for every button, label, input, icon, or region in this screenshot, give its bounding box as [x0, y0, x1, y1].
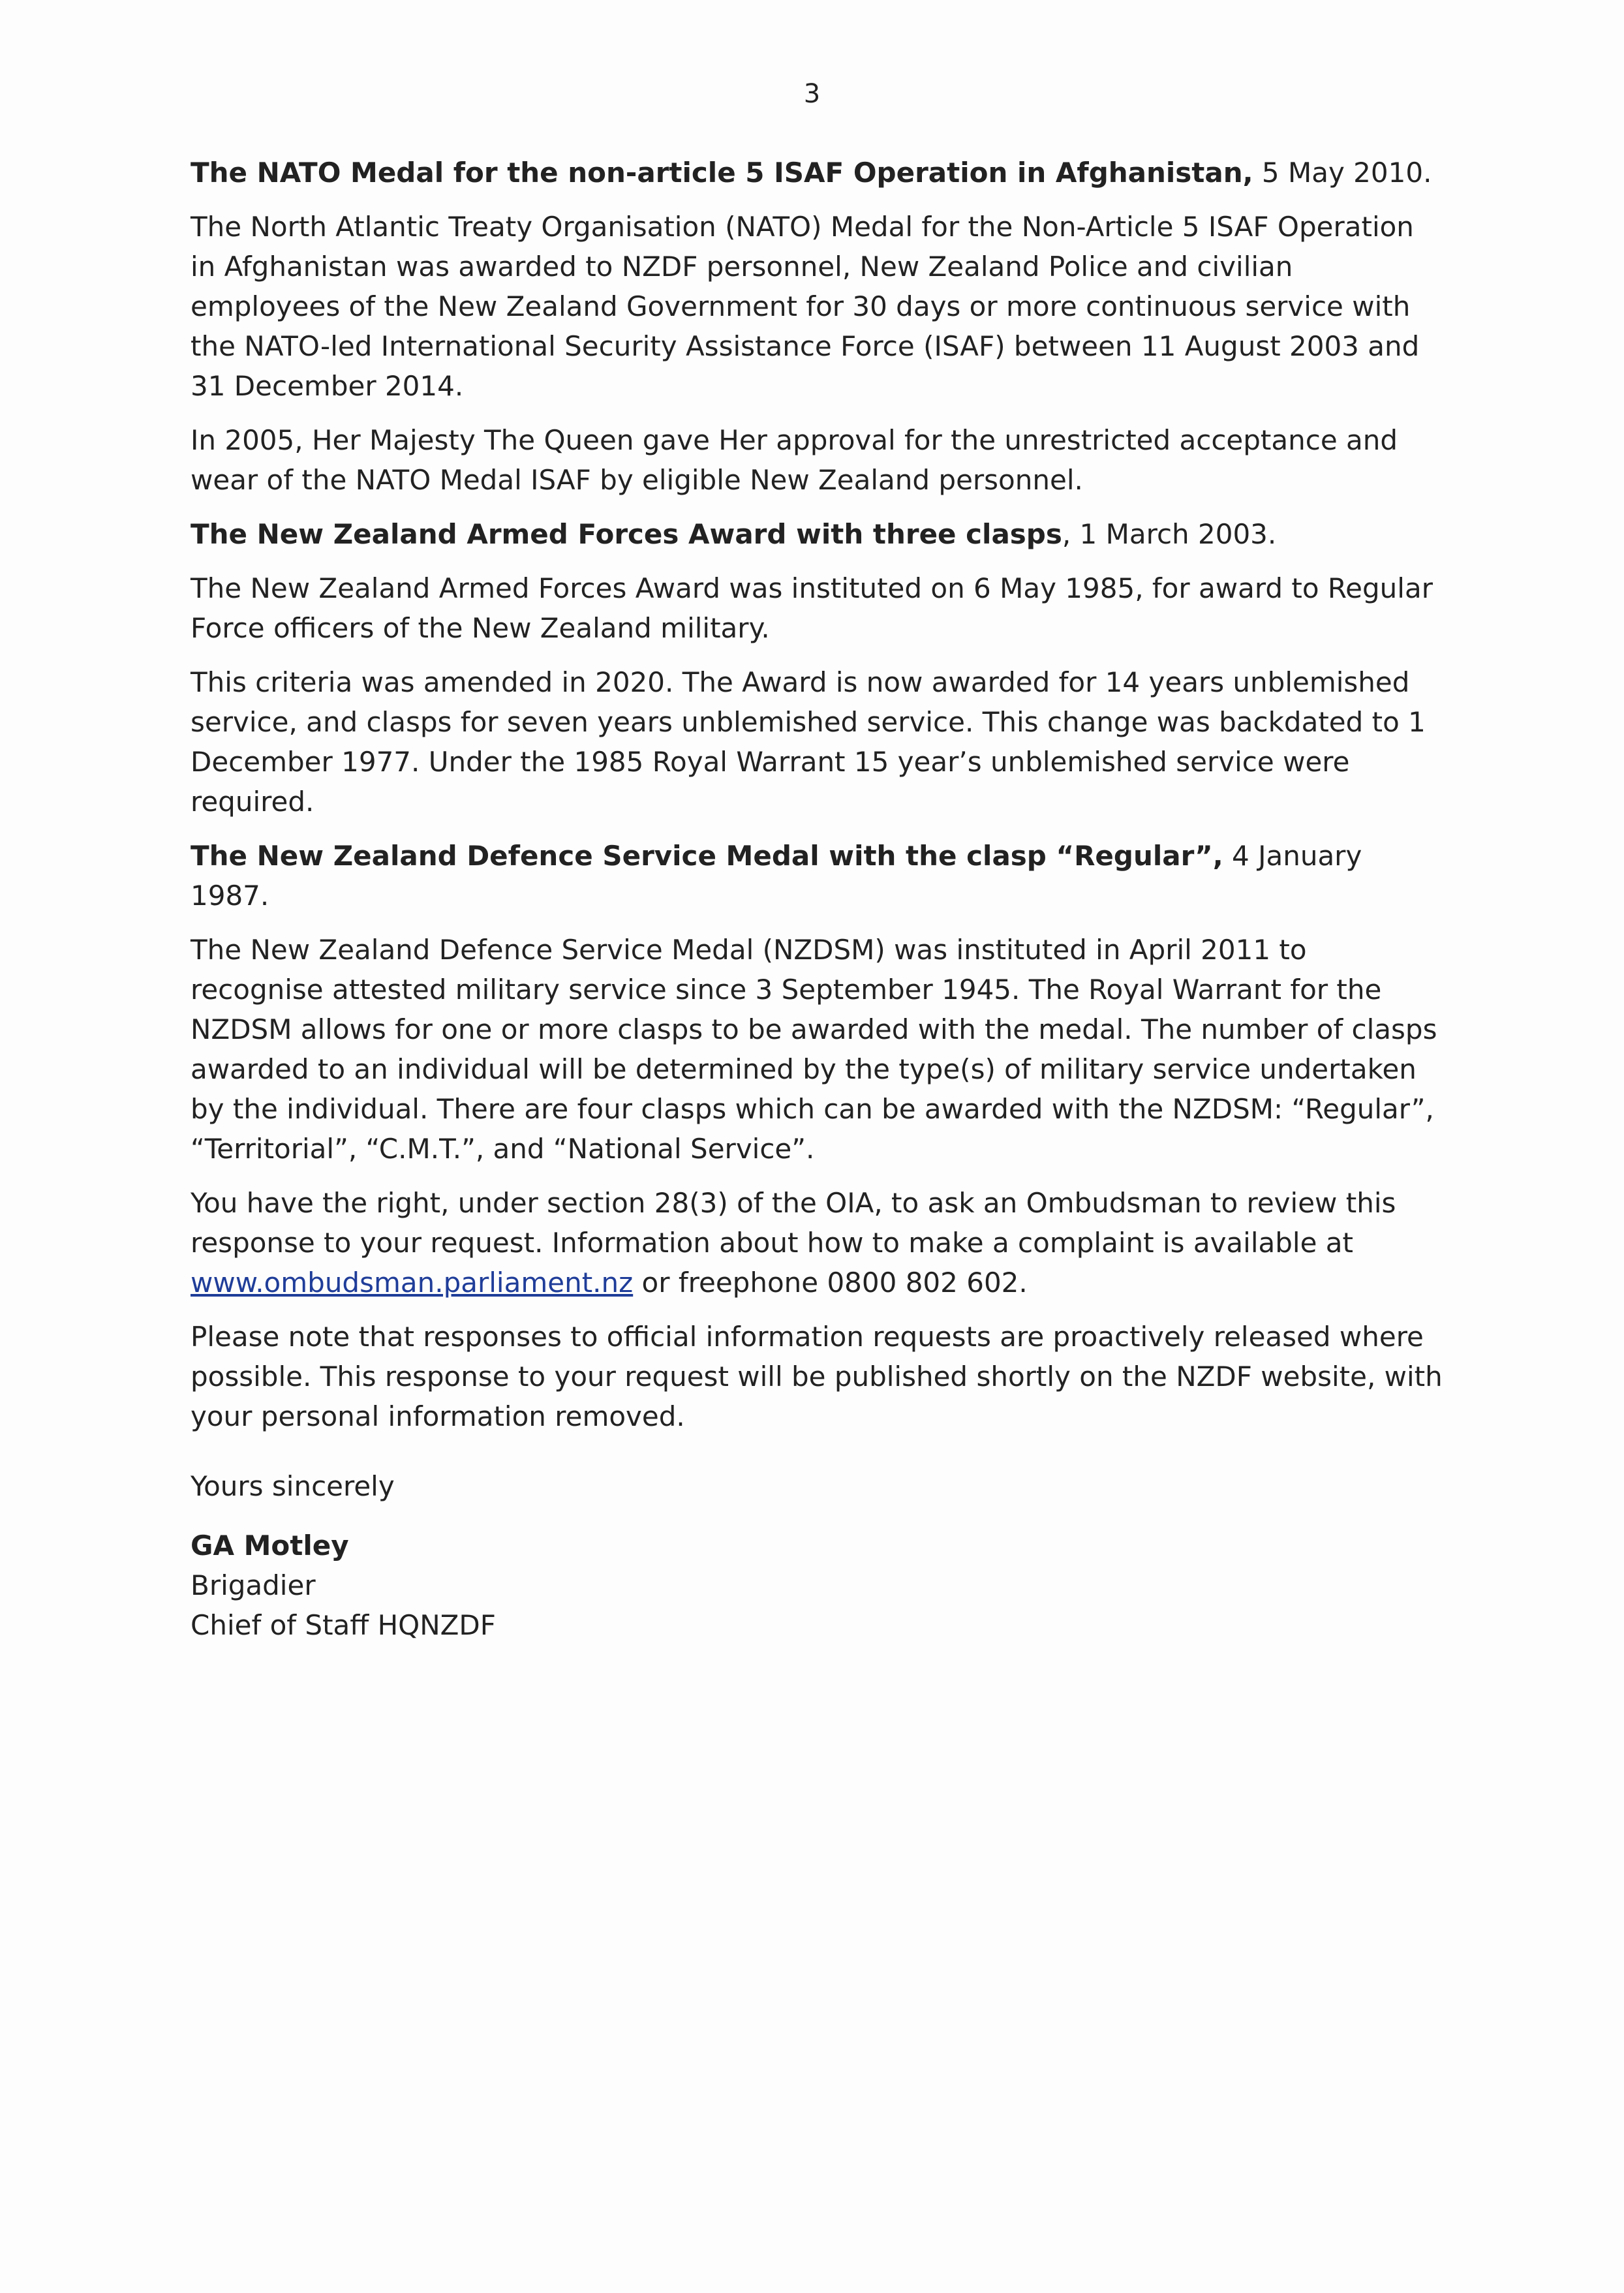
- review-text-before: You have the right, under section 28(3) of the OIA, to ask an Ombudsman to review this response to your request. Information about how to make a complaint is available at: [191, 1187, 1396, 1259]
- signatory-title: Chief of Staff HQNZDF: [191, 1609, 496, 1641]
- defence-service-medal-heading: [191, 836, 1443, 916]
- proactive-release-note: Please note that responses to official information requests are proactively released where possible. This response to your request will be published shortly on the NZDF website, with your personal information removed.: [191, 1321, 1443, 1432]
- defence-service-medal-date: 4 January 1987.: [191, 840, 1362, 912]
- armed-forces-award-paragraph-2: This criteria was amended in 2020. The Award is now awarded for 14 years unblemished service, and clasps for seven years unblemished service. This change was backdated to 1 December 1977. Under the 1985 Royal Warrant 15 year’s unblemished service were required.: [191, 666, 1426, 818]
- nato-medal-paragraph-2: In 2005, Her Majesty The Queen gave Her approval for the unrestricted acceptance and wear of the NATO Medal ISAF by eligible New Zealand personnel.: [191, 424, 1398, 496]
- nato-medal-date: 5 May 2010.: [1253, 157, 1432, 189]
- page-number: 3: [803, 79, 821, 109]
- signatory-rank: Brigadier: [191, 1569, 316, 1601]
- ombudsman-review-paragraph: [191, 1183, 1443, 1302]
- armed-forces-award-heading: [191, 514, 1443, 554]
- defence-service-medal-paragraph: The New Zealand Defence Service Medal (NZDSM) was instituted in April 2011 to recognise attested military service since 3 September 1945. The Royal Warrant for the NZDSM allows for one or more clasps to be awarded with the medal. The number of clasps awarded to an individual will be determined by the type(s) of military service undertaken by the individual. There are four clasps which can be awarded with the NZDSM: “Regular”, “Territorial”, “C.M.T.”, and “National Service”.: [191, 934, 1437, 1165]
- defence-service-medal-title: The New Zealand Defence Service Medal with the clasp “Regular”,: [191, 840, 1223, 872]
- signatory-name: GA Motley: [191, 1530, 349, 1562]
- closing-salutation: Yours sincerely: [191, 1470, 395, 1502]
- nato-medal-heading: [191, 153, 1443, 192]
- letter-body: [191, 153, 1443, 1645]
- nato-medal-paragraph-1: The North Atlantic Treaty Organisation (NATO) Medal for the Non-Article 5 ISAF Operation in Afghanistan was awarded to NZDF personnel, New Zealand Police and civilian employees of the New Zealand Government for 30 days or more continuous service with the NATO-led International Security Assistance Force (ISAF) between 11 August 2003 and 31 December 2014.: [191, 211, 1420, 402]
- armed-forces-award-title: The New Zealand Armed Forces Award with three clasps: [191, 518, 1062, 550]
- nato-medal-title: The NATO Medal for the non-article 5 ISAF Operation in Afghanistan,: [191, 157, 1253, 189]
- armed-forces-award-paragraph-1: The New Zealand Armed Forces Award was instituted on 6 May 1985, for award to Regular Force officers of the New Zealand military.: [191, 572, 1433, 644]
- armed-forces-award-date: , 1 March 2003.: [1062, 518, 1277, 550]
- ombudsman-link[interactable]: www.ombudsman.parliament.nz: [191, 1267, 634, 1299]
- review-text-after: or freephone 0800 802 602.: [633, 1267, 1028, 1299]
